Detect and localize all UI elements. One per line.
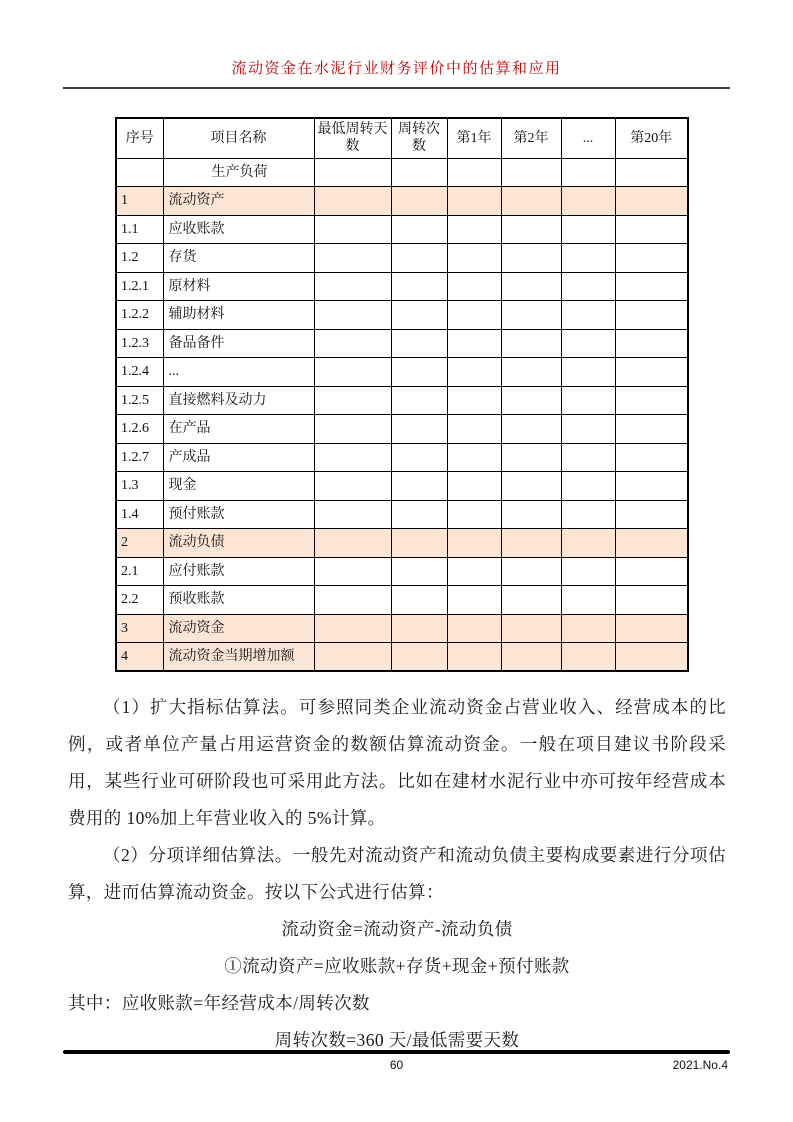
row-number-cell: 1.3 bbox=[116, 472, 163, 501]
row-number-cell: 2.2 bbox=[116, 586, 163, 615]
table-row bbox=[116, 529, 688, 558]
value-cell bbox=[561, 500, 615, 529]
value-cell bbox=[314, 215, 391, 244]
item-name-cell: 流动资产 bbox=[163, 187, 314, 216]
table-row bbox=[116, 557, 688, 586]
value-cell bbox=[447, 529, 501, 558]
value-cell bbox=[615, 272, 688, 301]
value-cell bbox=[447, 443, 501, 472]
item-name-cell: 现金 bbox=[163, 472, 314, 501]
item-name-cell: ... bbox=[163, 358, 314, 387]
value-cell bbox=[501, 415, 561, 444]
formula-working-capital: 流动资金=流动资产-流动负债 bbox=[281, 919, 513, 939]
value-cell bbox=[391, 158, 447, 187]
value-cell bbox=[615, 586, 688, 615]
working-capital-table bbox=[115, 117, 689, 672]
table-row bbox=[116, 443, 688, 472]
value-cell bbox=[561, 614, 615, 643]
value-cell bbox=[447, 614, 501, 643]
value-cell bbox=[501, 500, 561, 529]
value-cell bbox=[391, 301, 447, 330]
article-body bbox=[68, 689, 726, 1059]
item-name-cell: 生产负荷 bbox=[163, 158, 314, 187]
value-cell bbox=[615, 643, 688, 672]
value-cell bbox=[501, 329, 561, 358]
value-cell bbox=[615, 158, 688, 187]
value-cell bbox=[391, 614, 447, 643]
col-header-ellipsis: ... bbox=[561, 118, 615, 158]
value-cell bbox=[447, 187, 501, 216]
value-cell bbox=[501, 443, 561, 472]
table-body bbox=[116, 158, 688, 671]
value-cell bbox=[314, 415, 391, 444]
value-cell bbox=[501, 472, 561, 501]
row-number-cell bbox=[116, 158, 163, 187]
formula-receivables: 其中：应收账款=年经营成本/周转次数 bbox=[68, 993, 370, 1013]
item-name-cell: 应付账款 bbox=[163, 557, 314, 586]
value-cell bbox=[561, 415, 615, 444]
value-cell bbox=[561, 215, 615, 244]
value-cell bbox=[615, 301, 688, 330]
row-number-cell: 1.2.7 bbox=[116, 443, 163, 472]
value-cell bbox=[391, 187, 447, 216]
value-cell bbox=[615, 443, 688, 472]
item-name-cell: 预付账款 bbox=[163, 500, 314, 529]
row-number-cell: 1.2.2 bbox=[116, 301, 163, 330]
value-cell bbox=[447, 415, 501, 444]
item-name-cell: 在产品 bbox=[163, 415, 314, 444]
table-row bbox=[116, 329, 688, 358]
value-cell bbox=[501, 614, 561, 643]
page-footer bbox=[63, 1050, 730, 1074]
value-cell bbox=[615, 557, 688, 586]
row-number-cell: 4 bbox=[116, 643, 163, 672]
col-header-seq: 序号 bbox=[116, 118, 163, 158]
value-cell bbox=[561, 244, 615, 273]
value-cell bbox=[615, 187, 688, 216]
value-cell bbox=[615, 215, 688, 244]
item-name-cell: 存货 bbox=[163, 244, 314, 273]
page-header bbox=[0, 0, 793, 89]
table-row bbox=[116, 301, 688, 330]
value-cell bbox=[561, 301, 615, 330]
value-cell bbox=[391, 557, 447, 586]
value-cell bbox=[561, 643, 615, 672]
value-cell bbox=[391, 443, 447, 472]
item-name-cell: 应收账款 bbox=[163, 215, 314, 244]
value-cell bbox=[314, 529, 391, 558]
value-cell bbox=[501, 529, 561, 558]
value-cell bbox=[391, 529, 447, 558]
value-cell bbox=[615, 472, 688, 501]
col-header-year-1: 第1年 bbox=[447, 118, 501, 158]
item-name-cell: 原材料 bbox=[163, 272, 314, 301]
value-cell bbox=[447, 386, 501, 415]
table-row bbox=[116, 500, 688, 529]
value-cell bbox=[314, 158, 391, 187]
value-cell bbox=[447, 500, 501, 529]
value-cell bbox=[615, 358, 688, 387]
table-row bbox=[116, 187, 688, 216]
value-cell bbox=[391, 358, 447, 387]
value-cell bbox=[615, 244, 688, 273]
table-row bbox=[116, 215, 688, 244]
row-number-cell: 1.4 bbox=[116, 500, 163, 529]
table-row bbox=[116, 158, 688, 187]
value-cell bbox=[314, 187, 391, 216]
value-cell bbox=[447, 557, 501, 586]
value-cell bbox=[561, 158, 615, 187]
value-cell bbox=[501, 643, 561, 672]
table-row bbox=[116, 386, 688, 415]
value-cell bbox=[615, 329, 688, 358]
item-name-cell: 流动资金 bbox=[163, 614, 314, 643]
row-number-cell: 1.2.4 bbox=[116, 358, 163, 387]
value-cell bbox=[447, 215, 501, 244]
value-cell bbox=[561, 443, 615, 472]
row-number-cell: 1.1 bbox=[116, 215, 163, 244]
table-header-row bbox=[116, 118, 688, 158]
item-name-cell: 流动负债 bbox=[163, 529, 314, 558]
row-number-cell: 1.2.5 bbox=[116, 386, 163, 415]
value-cell bbox=[501, 358, 561, 387]
value-cell bbox=[501, 272, 561, 301]
col-header-year-20: 第20年 bbox=[615, 118, 688, 158]
value-cell bbox=[501, 386, 561, 415]
item-name-cell: 流动资金当期增加额 bbox=[163, 643, 314, 672]
value-cell bbox=[447, 586, 501, 615]
value-cell bbox=[447, 472, 501, 501]
item-name-cell: 备品备件 bbox=[163, 329, 314, 358]
value-cell bbox=[314, 301, 391, 330]
value-cell bbox=[391, 586, 447, 615]
value-cell bbox=[314, 272, 391, 301]
value-cell bbox=[314, 472, 391, 501]
value-cell bbox=[447, 329, 501, 358]
value-cell bbox=[501, 158, 561, 187]
value-cell bbox=[447, 358, 501, 387]
value-cell bbox=[561, 187, 615, 216]
value-cell bbox=[447, 244, 501, 273]
value-cell bbox=[561, 586, 615, 615]
page-number: 60 bbox=[389, 1058, 404, 1072]
value-cell bbox=[391, 329, 447, 358]
value-cell bbox=[501, 586, 561, 615]
row-number-cell: 3 bbox=[116, 614, 163, 643]
value-cell bbox=[314, 329, 391, 358]
value-cell bbox=[314, 586, 391, 615]
value-cell bbox=[314, 500, 391, 529]
value-cell bbox=[391, 472, 447, 501]
table-row bbox=[116, 244, 688, 273]
running-title: 流动资金在水泥行业财务评价中的估算和应用 bbox=[231, 61, 562, 77]
value-cell bbox=[391, 415, 447, 444]
row-number-cell: 2.1 bbox=[116, 557, 163, 586]
value-cell bbox=[615, 500, 688, 529]
value-cell bbox=[447, 643, 501, 672]
value-cell bbox=[314, 443, 391, 472]
table-row bbox=[116, 586, 688, 615]
item-name-cell: 直接燃料及动力 bbox=[163, 386, 314, 415]
row-number-cell: 1.2.1 bbox=[116, 272, 163, 301]
row-number-cell: 1.2.3 bbox=[116, 329, 163, 358]
value-cell bbox=[391, 215, 447, 244]
item-name-cell: 产成品 bbox=[163, 443, 314, 472]
value-cell bbox=[447, 158, 501, 187]
value-cell bbox=[615, 614, 688, 643]
table-row bbox=[116, 643, 688, 672]
value-cell bbox=[447, 272, 501, 301]
table-row bbox=[116, 614, 688, 643]
value-cell bbox=[391, 386, 447, 415]
value-cell bbox=[561, 529, 615, 558]
value-cell bbox=[615, 415, 688, 444]
value-cell bbox=[501, 187, 561, 216]
value-cell bbox=[561, 358, 615, 387]
value-cell bbox=[314, 614, 391, 643]
value-cell bbox=[391, 500, 447, 529]
formula-turnover-times: 周转次数=360 天/最低需要天数 bbox=[274, 1030, 520, 1050]
table-row bbox=[116, 415, 688, 444]
item-name-cell: 预收账款 bbox=[163, 586, 314, 615]
value-cell bbox=[615, 386, 688, 415]
row-number-cell: 2 bbox=[116, 529, 163, 558]
col-header-turnovers: 周转次数 bbox=[391, 118, 447, 158]
table-row bbox=[116, 472, 688, 501]
value-cell bbox=[391, 272, 447, 301]
value-cell bbox=[561, 329, 615, 358]
paragraph-method-1: （1）扩大指标估算法。可参照同类企业流动资金占营业收入、经营成本的比例，或者单位产量占用运营资金的数额估算流动资金。一般在项目建议书阶段采用，某些行业可研阶段也可采用此方法。比如在建材水泥行业中亦可按年经营成本费用的 10%加上年营业收入的 5%计算。 bbox=[68, 697, 726, 828]
value-cell bbox=[615, 529, 688, 558]
issue-label: 2021.No.4 bbox=[672, 1058, 728, 1072]
value-cell bbox=[561, 272, 615, 301]
item-name-cell: 辅助材料 bbox=[163, 301, 314, 330]
paragraph-method-2: （2）分项详细估算法。一般先对流动资产和流动负债主要构成要素进行分项估算，进而估算流动资金。按以下公式进行估算： bbox=[68, 845, 726, 902]
value-cell bbox=[501, 215, 561, 244]
value-cell bbox=[561, 386, 615, 415]
col-header-item-name: 项目名称 bbox=[163, 118, 314, 158]
value-cell bbox=[391, 244, 447, 273]
footer-rule bbox=[63, 1050, 730, 1054]
value-cell bbox=[314, 358, 391, 387]
row-number-cell: 1 bbox=[116, 187, 163, 216]
col-header-min-days: 最低周转天数 bbox=[314, 118, 391, 158]
row-number-cell: 1.2.6 bbox=[116, 415, 163, 444]
table-row bbox=[116, 272, 688, 301]
value-cell bbox=[501, 301, 561, 330]
formula-current-assets: ①流动资产=应收账款+存货+现金+预付账款 bbox=[224, 956, 570, 976]
value-cell bbox=[447, 301, 501, 330]
value-cell bbox=[314, 244, 391, 273]
value-cell bbox=[314, 386, 391, 415]
value-cell bbox=[314, 557, 391, 586]
value-cell bbox=[501, 244, 561, 273]
value-cell bbox=[561, 557, 615, 586]
table-row bbox=[116, 358, 688, 387]
value-cell bbox=[314, 643, 391, 672]
value-cell bbox=[561, 472, 615, 501]
col-header-year-2: 第2年 bbox=[501, 118, 561, 158]
row-number-cell: 1.2 bbox=[116, 244, 163, 273]
value-cell bbox=[501, 557, 561, 586]
header-rule bbox=[63, 87, 730, 89]
value-cell bbox=[391, 643, 447, 672]
